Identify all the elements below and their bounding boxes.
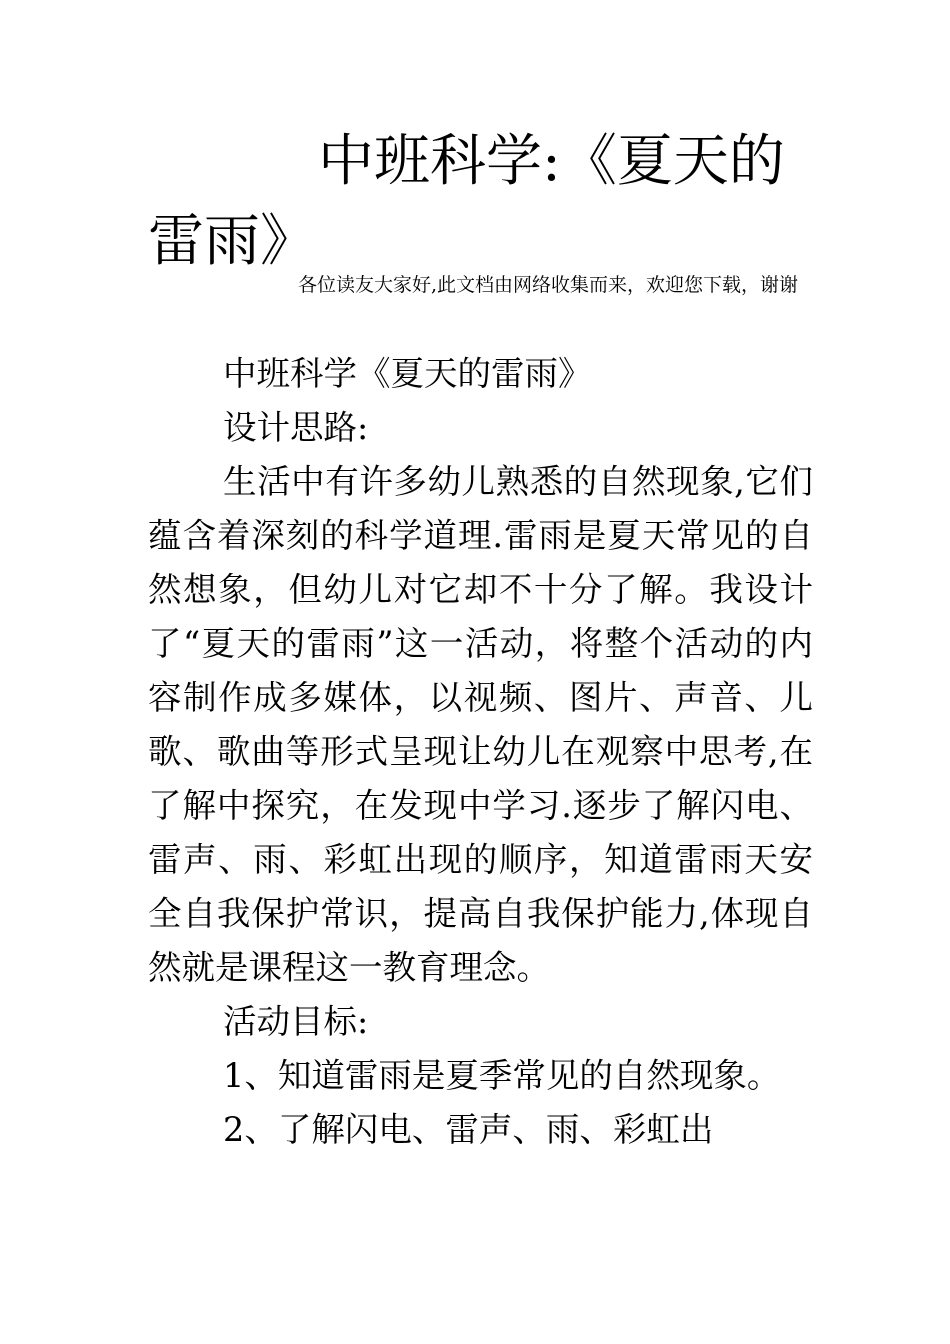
goal-item-2: 2、了解闪电、雷声、雨、彩虹出 — [223, 1110, 714, 1149]
design-idea-heading: 设计思路: — [223, 408, 369, 447]
document-body — [148, 347, 813, 1157]
document-title: 中班科学:《夏天的雷雨》 — [148, 129, 785, 274]
goal-item-1: 1、知道雷雨是夏季常见的自然现象。 — [223, 1056, 781, 1095]
design-idea-paragraph: 生活中有许多幼儿熟悉的自然现象,它们蕴含着深刻的科学道理.雷雨是夏天常见的自然想象，但幼儿对它却不十分了解。我设计了“夏天的雷雨”这一活动，将整个活动的内容制作成多媒体，以视频、图片、声音、儿歌、歌曲等形式呈现让幼儿在观察中思考,在了解中探究，在发现中学习.逐步了解闪电、雷声、雨、彩虹出现的顺序，知道雷雨天安全自我保护常识，提高自我保护能力,体现自然就是课程这一教育理念。 — [148, 462, 813, 987]
goals-heading: 活动目标: — [223, 1002, 369, 1041]
subtitle-paragraph: 中班科学《夏天的雷雨》 — [223, 354, 592, 393]
download-notice: 各位读友大家好,此文档由网络收集而来，欢迎您下载，谢谢 — [297, 274, 798, 296]
